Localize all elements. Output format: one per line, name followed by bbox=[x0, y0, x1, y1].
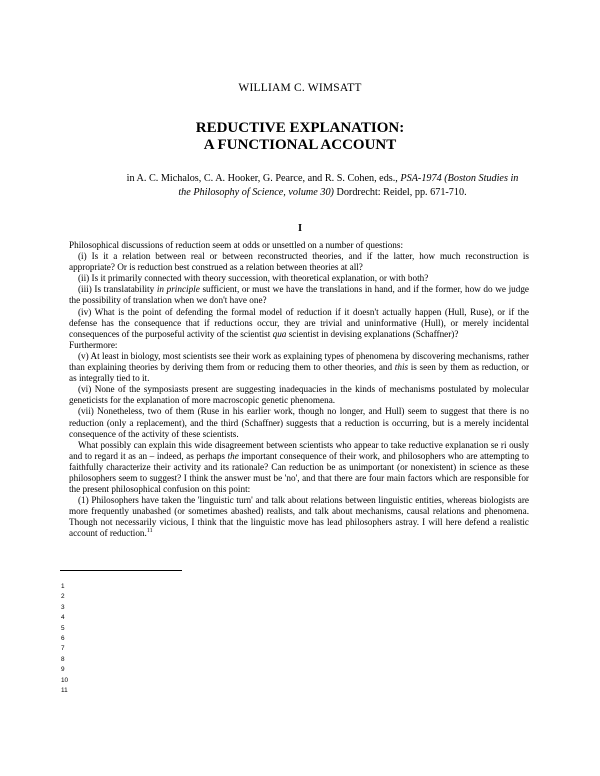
footnote-number: 1 bbox=[61, 583, 65, 590]
question-7: (vii) Nonetheless, two of them (Ruse in his earlier work, though no longer, and Hull) seem to suggest that there is no reduction (only a replacement), and the third (Schaffner) suggests that a reduction is occurring, but is a merely incidental consequence of the activity of these scientists. bbox=[69, 406, 529, 439]
question-2: (ii) Is it primarily connected with theory succession, with theoretical explanation, or with both? bbox=[78, 273, 429, 284]
question-1: (i) Is it a relation between real or between reconstructed theories, and if the latter, how much reconstruction is appropriate? Or is reduction best construed as a relation between theories at all? bbox=[69, 251, 529, 273]
factor-1-paragraph bbox=[69, 495, 529, 539]
footnote-number: 2 bbox=[61, 593, 65, 601]
citation-lead: in A. C. Michalos, C. A. Hooker, G. Pearce, and R. S. Cohen, eds., bbox=[126, 173, 398, 184]
question-3-b: sufficient, or must we have the translations in hand, and if the former, how do we judge the possibility of translation when we don't have one? bbox=[69, 284, 530, 306]
furthermore-label: Furthermore: bbox=[69, 339, 118, 350]
question-3-a: (iii) Is translatability bbox=[78, 284, 155, 295]
footnote-list bbox=[61, 582, 68, 696]
question-3 bbox=[69, 284, 529, 306]
discussion-b: important consequence of their work, and philosophers who are attempting to faithfully characterize their activity and its rationale? Can reduction be as unimportant (or nonexistent) in science as these philosophers seem to suggest? I think the answer must be 'no', and that there are four main factors which are responsible for the present philosophical confusion on this point: bbox=[69, 450, 529, 495]
body-text bbox=[69, 240, 529, 540]
title-line-2: A FUNCTIONAL ACCOUNT bbox=[203, 137, 397, 153]
citation bbox=[120, 172, 525, 200]
citation-book: PSA-1974 (Boston Studies in the Philosophy of Science, volume 30) bbox=[178, 173, 519, 198]
section-heading: I bbox=[297, 223, 303, 234]
question-5-a: (v) At least in biology, most scientists see their work as explaining types of phenomena by discovering mechanisms, rather than explaining theories by deriving them from or reducing them to other theories, and bbox=[69, 350, 529, 373]
footnote-ref-11[interactable]: 11 bbox=[146, 528, 153, 535]
footnote-number: 3 bbox=[61, 603, 65, 611]
factor-1-text: (1) Philosophers have taken the 'linguistic turn' and talk about relations between linguistic entities, whereas biologists are more frequently unabashed (or sometimes abashed) realists, and talk about mechanisms, causal relations and phenomena. Though not necessarily vicious, I think that the linguistic move has lead philosophers astray. I will here defend a realistic account of reduction. bbox=[69, 495, 529, 539]
footnote-number: 8 bbox=[61, 655, 65, 663]
question-3-emphasis: in principle bbox=[156, 284, 200, 295]
discussion-emphasis: the bbox=[227, 450, 239, 461]
footnote-number: 7 bbox=[61, 645, 65, 653]
discussion-a: What possibly can explain this wide disagreement between scientists who appear to take reductive explanation se ri ously and to regard it as an – indeed, as perhaps bbox=[69, 439, 529, 461]
question-6: (vi) None of the symposiasts present are suggesting inadequacies in the kinds of mechanisms postulated by molecular geneticists for the explanation of more macroscopic genetic phenomena. bbox=[69, 384, 529, 406]
question-5 bbox=[69, 351, 529, 384]
footnote-number: 4 bbox=[61, 614, 65, 622]
question-4 bbox=[69, 307, 529, 340]
citation-tail: Dordrecht: Reidel, pp. 671-710. bbox=[336, 187, 467, 198]
footnote-number: 6 bbox=[61, 634, 65, 642]
footnote-number: 11 bbox=[61, 686, 68, 694]
author-name: WILLIAM C. WIMSATT bbox=[238, 82, 362, 94]
footnote-separator bbox=[60, 570, 182, 571]
question-4-emphasis: qua bbox=[272, 328, 287, 339]
question-5-b: is seen by them as reduction, or as integrally tied to it. bbox=[69, 362, 530, 384]
discussion-paragraph bbox=[69, 440, 529, 495]
title-line-1: REDUCTIVE EXPLANATION: bbox=[195, 120, 405, 136]
question-4-b: scientist in devising explanations (Schaffner)? bbox=[288, 328, 459, 339]
paper-title bbox=[0, 120, 600, 154]
footnote-number: 5 bbox=[61, 624, 65, 632]
question-5-emphasis: this bbox=[394, 362, 409, 373]
footnote-number: 9 bbox=[61, 666, 65, 674]
footnote-number: 10 bbox=[61, 676, 69, 684]
intro-paragraph: Philosophical discussions of reduction seem at odds or unsettled on a number of questions: bbox=[69, 240, 404, 250]
question-4-a: (iv) What is the point of defending the formal model of reduction if it doesn't actually happen (Hull, Ruse), or if the defense has the consequence that if reductions occur, they are trivial and uninformative (Hull), or merely incidental consequences of the purposeful activity of the scientist bbox=[69, 306, 529, 339]
